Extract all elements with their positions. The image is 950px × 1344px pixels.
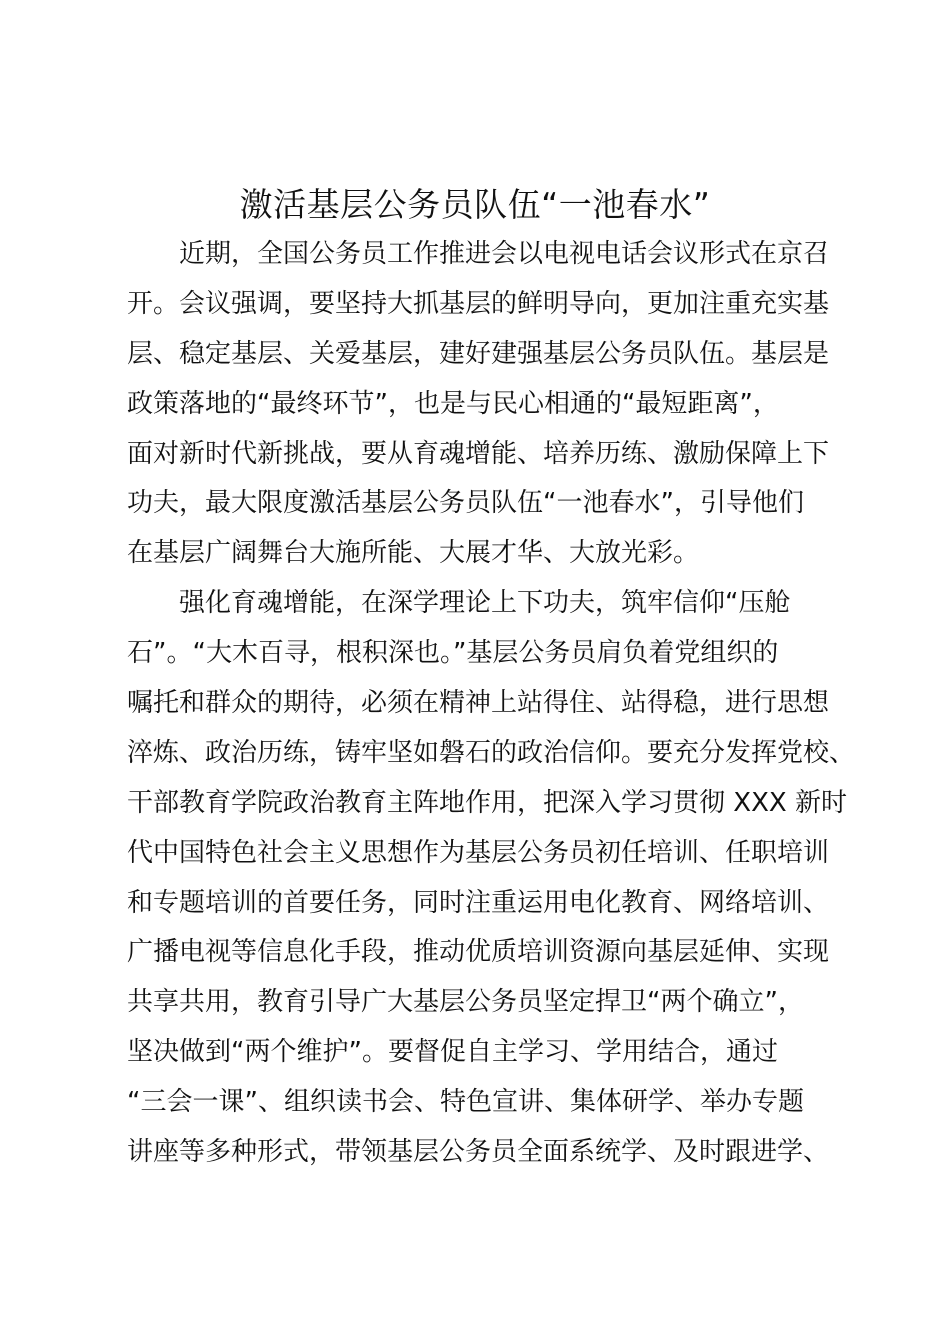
- text-line: 开。会议强调，要坚持大抓基层的鲜明导向，更加注重充实基: [127, 288, 830, 319]
- text-line: 功夫，最大限度激活基层公务员队伍“一池春水”，引导他们: [127, 488, 804, 519]
- document-title: 激活基层公务员队伍“一池春水”: [239, 185, 711, 224]
- text-line: 讲座等多种形式，带领基层公务员全面系统学、及时跟进学、: [127, 1137, 830, 1168]
- text-line: 代中国特色社会主义思想作为基层公务员初任培训、任职培训: [127, 837, 830, 868]
- text-line: 嘱托和群众的期待，必须在精神上站得住、站得稳，进行思想: [127, 688, 830, 719]
- text-line: 政策落地的“最终环节”，也是与民心相通的“最短距离”，: [127, 388, 779, 419]
- text-line: 淬炼、政治历练，铸牢坚如磐石的政治信仰。要充分发挥党校、: [127, 737, 856, 768]
- text-line: 强化育魂增能，在深学理论上下功夫，筑牢信仰“压舱: [179, 588, 791, 619]
- text-line: 坚决做到“两个维护”。要督促自主学习、学用结合，通过: [127, 1037, 778, 1068]
- text-line: 近期，全国公务员工作推进会以电视电话会议形式在京召: [179, 239, 830, 269]
- paragraph-1: [127, 230, 837, 579]
- text-line: 在基层广阔舞台大施所能、大展才华、大放光彩。: [127, 538, 700, 569]
- text-line: 石”。“大木百寻，根积深也。”基层公务员肩负着党组织的: [127, 638, 779, 669]
- text-line: 层、稳定基层、关爱基层，建好建强基层公务员队伍。基层是: [127, 338, 830, 369]
- text-line: 共享共用，教育引导广大基层公务员坚定捍卫“两个确立”，: [127, 987, 804, 1018]
- document-body: [127, 230, 856, 1178]
- text-line: “三会一课”、组织读书会、特色宣讲、集体研学、举办专题: [127, 1087, 804, 1118]
- paragraph-2: [127, 579, 856, 1178]
- text-line: 面对新时代新挑战，要从育魂增能、培养历练、激励保障上下: [127, 438, 830, 469]
- text-line: 和专题培训的首要任务，同时注重运用电化教育、网络培训、: [127, 887, 830, 918]
- text-line: 广播电视等信息化手段，推动优质培训资源向基层延伸、实现: [127, 937, 830, 968]
- text-line: 干部教育学院政治教育主阵地作用，把深入学习贯彻 XXX 新时: [127, 787, 847, 818]
